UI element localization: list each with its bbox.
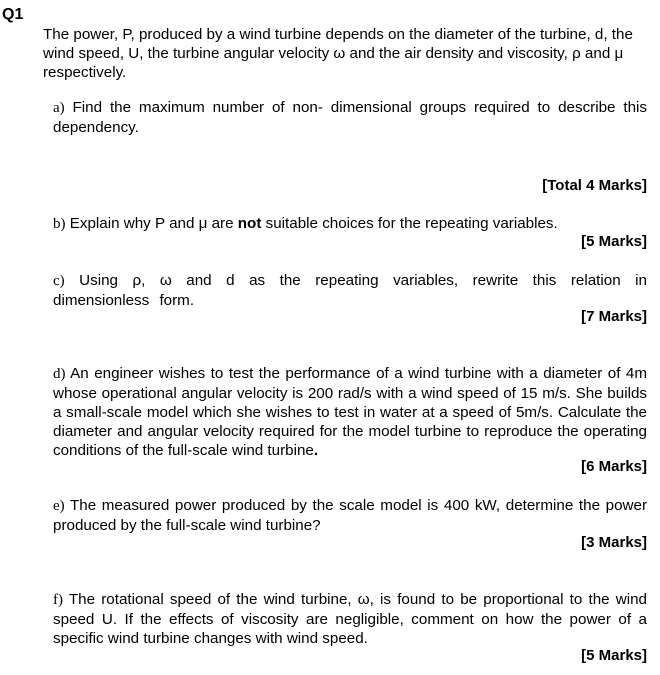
part-d-text: An engineer wishes to test the performance of a wind turbine with a diameter of 4m whose operational angular velocity is 200 rad/s with a wind speed of 15 m/s. She builds a small-scale model which she wishes to test in water at a speed of 5m/s. Calculate the diameter and angular velocity required for the model turbine to reproduce the operating conditions of the full-scale wind turbine [53, 365, 647, 459]
part-f [53, 590, 647, 648]
question-intro: The power, P, produced by a wind turbine depends on the diameter of the turbine, d, the wind speed, U, the turbine angular velocity ω and the air density and viscosity, ρ and μ respectively. [43, 26, 633, 81]
part-e-text: The measured power produced by the scale model is 400 kW, determine the power produced by the full-scale wind turbine? [53, 497, 647, 534]
part-d [53, 364, 647, 460]
part-d-label: d) [53, 366, 66, 382]
part-b-text-post: suitable choices for the repeating variables. [261, 215, 558, 232]
question-number: Q1 [2, 6, 24, 23]
part-c-marks: [7 Marks] [581, 308, 647, 325]
part-a-marks: [Total 4 Marks] [542, 177, 647, 194]
part-b-label: b) [53, 216, 66, 232]
part-d-marks: [6 Marks] [581, 458, 647, 475]
part-d-text-bold: . [313, 442, 319, 459]
part-f-label: f) [53, 592, 63, 608]
part-f-marks: [5 Marks] [581, 647, 647, 664]
part-b-text-bold: not [237, 215, 262, 232]
part-f-text: The rotational speed of the wind turbine, ω, is found to be proportional to the wind speed U. If the effects of viscosity are negligible, comment on how the power of a specific wind turbine changes with wind speed. [53, 591, 648, 647]
part-a [53, 98, 647, 137]
part-c-text: Using ρ, ω and d as the repeating variables, rewrite this relation in dimensionless form. [53, 272, 647, 309]
part-e-marks: [3 Marks] [581, 534, 647, 551]
part-b-marks: [5 Marks] [581, 233, 647, 250]
part-c [53, 271, 647, 310]
part-e [53, 496, 647, 535]
part-a-text: Find the maximum number of non- dimensional groups required to describe this dependency. [53, 99, 647, 136]
part-b [53, 214, 647, 234]
part-c-label: c) [53, 273, 65, 289]
part-e-label: e) [53, 498, 65, 514]
part-a-label: a) [53, 100, 65, 116]
part-b-text-pre: Explain why P and μ are [69, 215, 238, 232]
